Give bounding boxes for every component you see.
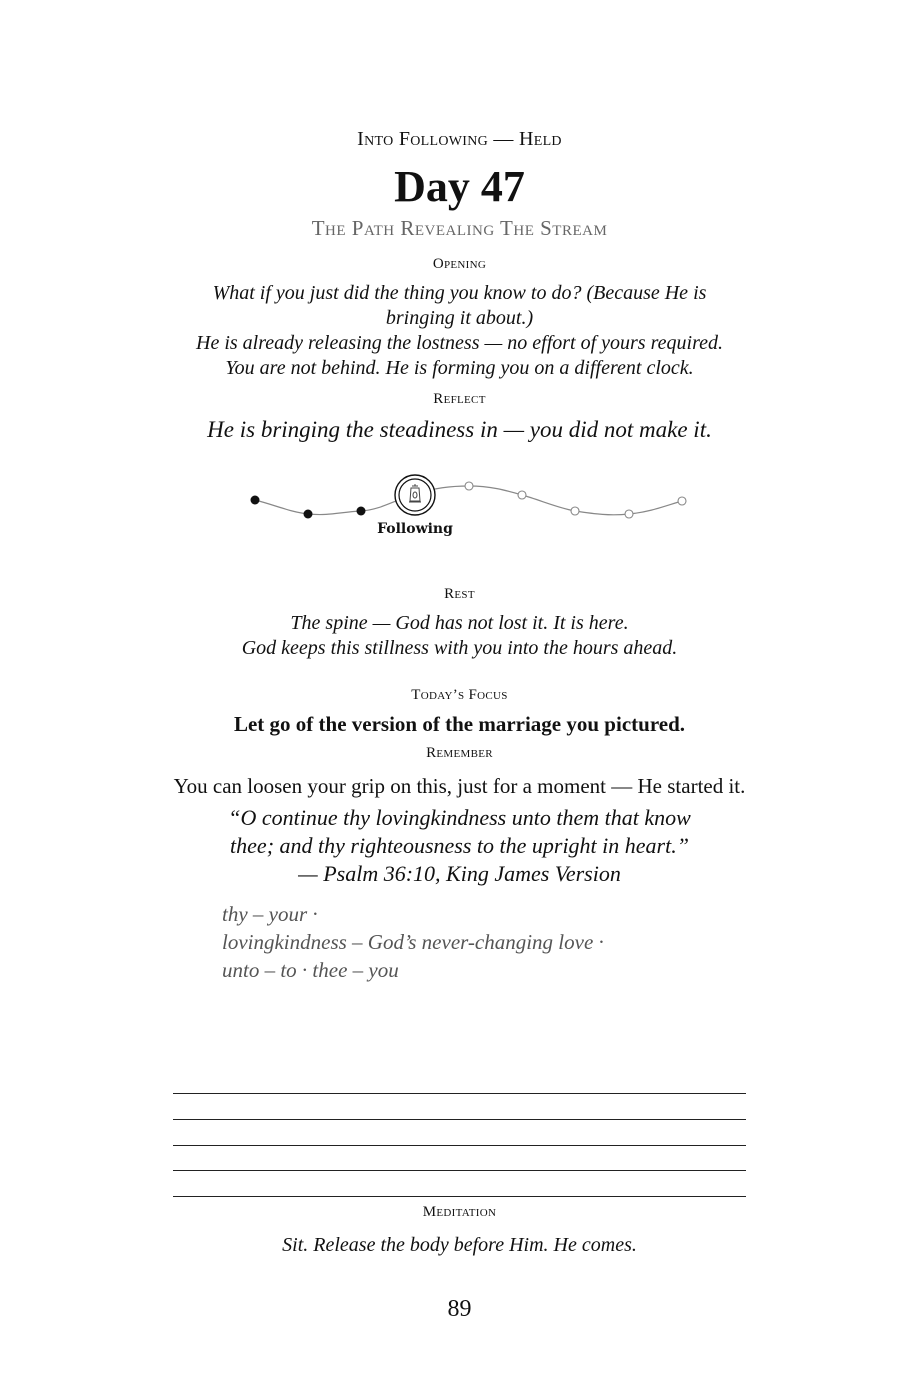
reflect-label: Reflect xyxy=(433,391,486,407)
verse-line: “O continue thy lovingkindness unto them that know xyxy=(228,805,691,830)
page-number: 89 xyxy=(447,1296,472,1322)
journal-line[interactable] xyxy=(173,1196,746,1197)
opening-line: bringing it about.) xyxy=(385,307,534,329)
rest-text xyxy=(0,611,919,661)
current-step-label: Following xyxy=(377,521,453,537)
path-step-upcoming xyxy=(571,507,579,515)
focus-label: Today’s Focus xyxy=(411,687,508,703)
opening-line: What if you just did the thing you know to do? (Because He is xyxy=(212,282,707,304)
meditation-text: Sit. Release the body before Him. He comes. xyxy=(282,1234,637,1256)
focus-text: Let go of the version of the marriage you pictured. xyxy=(233,712,686,736)
path-step-upcoming xyxy=(625,510,633,518)
journey-path xyxy=(0,470,919,550)
remember-label: Remember xyxy=(426,745,493,761)
verse-reference: — Psalm 36:10, King James Version xyxy=(298,861,621,886)
path-step-upcoming xyxy=(678,497,686,505)
journal-line[interactable] xyxy=(173,1119,746,1120)
journal-line[interactable] xyxy=(173,1170,746,1171)
journal-line[interactable] xyxy=(173,1145,746,1146)
reflect-text: He is bringing the steadiness in — you did not make it. xyxy=(207,417,712,442)
opening-line: You are not behind. He is forming you on a different clock. xyxy=(225,357,694,379)
path-step-upcoming xyxy=(518,491,526,499)
meditation-label: Meditation xyxy=(422,1204,497,1220)
path-step-completed xyxy=(304,510,313,519)
day-subtitle: The Path Revealing The Stream xyxy=(311,216,608,240)
glossary-line: thy – your · xyxy=(222,902,318,926)
rest-label: Rest xyxy=(444,586,475,602)
day-title: Day 47 xyxy=(394,162,525,211)
glossary-line: lovingkindness – God’s never-changing love · xyxy=(222,930,604,954)
remember-text: You can loosen your grip on this, just for a moment — He started it. xyxy=(173,774,746,798)
path-step-completed xyxy=(251,496,260,505)
opening-text xyxy=(0,281,919,381)
glossary-line: unto – to · thee – you xyxy=(222,958,399,982)
path-step-upcoming xyxy=(465,482,473,490)
verse-line: thee; and thy righteousness to the upright in heart.” xyxy=(230,833,689,858)
glossary xyxy=(222,900,604,984)
path-step-completed xyxy=(357,507,366,516)
rest-line: The spine — God has not lost it. It is here. xyxy=(290,612,629,634)
path-step-current xyxy=(395,475,435,515)
rest-line: God keeps this stillness with you into the hours ahead. xyxy=(241,637,678,659)
journal-line[interactable] xyxy=(173,1093,746,1094)
scripture-verse xyxy=(0,804,919,888)
opening-label: Opening xyxy=(432,256,487,272)
opening-line: He is already releasing the lostness — no effort of yours required. xyxy=(196,332,723,354)
series-title: Into Following — Held xyxy=(357,128,562,150)
